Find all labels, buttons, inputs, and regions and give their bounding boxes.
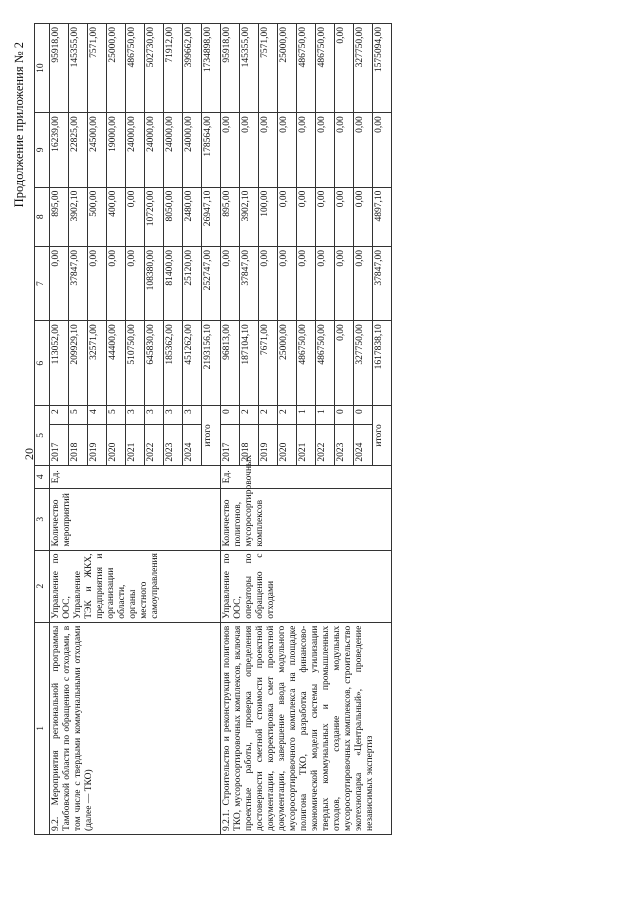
year-cell: 2024 bbox=[183, 425, 202, 465]
column-header: 8 bbox=[35, 187, 50, 246]
total-amount: 1734898,00 bbox=[202, 24, 221, 113]
amount-cell: 24500,00 bbox=[88, 113, 107, 187]
column-header: 7 bbox=[35, 247, 50, 321]
amount-cell: 0,00 bbox=[354, 247, 373, 321]
target-value-cell: 2 bbox=[278, 406, 297, 425]
target-value-cell: 2 bbox=[259, 406, 278, 425]
amount-cell: 0,00 bbox=[335, 247, 354, 321]
column-header: 3 bbox=[35, 488, 50, 550]
amount-cell: 500,00 bbox=[88, 187, 107, 246]
amount-cell: 71912,00 bbox=[164, 24, 183, 113]
column-header: 9 bbox=[35, 113, 50, 187]
amount-cell: 32571,00 bbox=[88, 321, 107, 406]
amount-cell: 895,00 bbox=[50, 187, 69, 246]
indicator-cell: Количество мероприятий bbox=[50, 488, 221, 550]
amount-cell: 16239,00 bbox=[50, 113, 69, 187]
amount-cell: 25120,00 bbox=[183, 247, 202, 321]
target-value-cell: 1 bbox=[297, 406, 316, 425]
amount-cell: 37847,00 bbox=[69, 247, 88, 321]
target-value-cell: 3 bbox=[164, 406, 183, 425]
target-value-cell: 0 bbox=[221, 406, 240, 425]
amount-cell: 185362,00 bbox=[164, 321, 183, 406]
amount-cell: 399662,00 bbox=[183, 24, 202, 113]
amount-cell: 25000,00 bbox=[278, 24, 297, 113]
amount-cell: 37847,00 bbox=[240, 247, 259, 321]
amount-cell: 895,00 bbox=[221, 187, 240, 246]
amount-cell: 95918,00 bbox=[50, 24, 69, 113]
amount-cell: 0,00 bbox=[221, 247, 240, 321]
amount-cell: 81400,00 bbox=[164, 247, 183, 321]
amount-cell: 25000,00 bbox=[278, 321, 297, 406]
amount-cell: 0,00 bbox=[50, 247, 69, 321]
amount-cell: 0,00 bbox=[278, 113, 297, 187]
total-amount: 1617838,10 bbox=[373, 321, 392, 406]
target-value-cell: 3 bbox=[126, 406, 145, 425]
year-cell: 2018 bbox=[240, 425, 259, 465]
amount-cell: 3902,10 bbox=[69, 187, 88, 246]
year-cell: 2020 bbox=[107, 425, 126, 465]
amount-cell: 24000,00 bbox=[126, 113, 145, 187]
measure-name: 9.2. Мероприятия региональной программы Тамбовской области по обращению с отходами, в том числе с твердыми коммунальными отходами (далее — ТКО) bbox=[50, 622, 221, 834]
amount-cell: 400,00 bbox=[107, 187, 126, 246]
total-label: итого bbox=[373, 406, 392, 465]
year-cell: 2022 bbox=[316, 425, 335, 465]
amount-cell: 0,00 bbox=[354, 187, 373, 246]
amount-cell: 25000,00 bbox=[107, 24, 126, 113]
total-amount: 37847,00 bbox=[373, 247, 392, 321]
amount-cell: 0,00 bbox=[221, 113, 240, 187]
amount-cell: 327750,00 bbox=[354, 321, 373, 406]
amount-cell: 0,00 bbox=[88, 247, 107, 321]
amount-cell: 645830,00 bbox=[145, 321, 164, 406]
amount-cell: 0,00 bbox=[297, 187, 316, 246]
amount-cell: 0,00 bbox=[335, 321, 354, 406]
amount-cell: 0,00 bbox=[297, 247, 316, 321]
amount-cell: 0,00 bbox=[107, 247, 126, 321]
unit-cell: Ед. bbox=[221, 465, 392, 488]
unit-cell: Ед. bbox=[50, 465, 221, 488]
total-amount: 0,00 bbox=[373, 113, 392, 187]
column-header: 10 bbox=[35, 24, 50, 113]
amount-cell: 486750,00 bbox=[297, 24, 316, 113]
target-value-cell: 4 bbox=[88, 406, 107, 425]
amount-cell: 0,00 bbox=[278, 247, 297, 321]
column-header: 4 bbox=[35, 465, 50, 488]
measure-name: 9.2.1. Строительство и реконструкция полигонов ТКО, мусоросортировочных комплексов, включая проектные работы, проверка определения достоверности сметной стоимости проектной документации, корректировка смет проектной документации, завершение ввода модульного мусоросортировочного комплекса на площадке полигона ТКО, разработка финансово-экономической модели системы утилизации твердых коммунальных и промышленных отходов, создание модульных мусоросортировочных комплексов, строительство экотехнопарка «Центральный», проведение независимых экспертиз bbox=[221, 622, 392, 834]
executor-cell: Управление по ООС, Управление ТЭК и ЖКХ, предприятия и организации области, органы местного самоуправления bbox=[50, 550, 221, 622]
amount-cell: 145355,00 bbox=[69, 24, 88, 113]
year-cell: 2021 bbox=[297, 425, 316, 465]
amount-cell: 0,00 bbox=[259, 113, 278, 187]
amount-cell: 502730,00 bbox=[145, 24, 164, 113]
total-amount: 26947,10 bbox=[202, 187, 221, 246]
amount-cell: 486750,00 bbox=[316, 24, 335, 113]
amount-cell: 22825,00 bbox=[69, 113, 88, 187]
column-header: 1 bbox=[35, 622, 50, 834]
amount-cell: 187104,10 bbox=[240, 321, 259, 406]
year-cell: 2018 bbox=[69, 425, 88, 465]
amount-cell: 0,00 bbox=[278, 187, 297, 246]
executor-cell: Управление по ООС, операторы по обращению с отходами bbox=[221, 550, 392, 622]
amount-cell: 24000,00 bbox=[183, 113, 202, 187]
year-cell: 2021 bbox=[126, 425, 145, 465]
amount-cell: 24000,00 bbox=[164, 113, 183, 187]
amount-cell: 0,00 bbox=[297, 113, 316, 187]
amount-cell: 96813,00 bbox=[221, 321, 240, 406]
amount-cell: 0,00 bbox=[126, 187, 145, 246]
amount-cell: 0,00 bbox=[316, 187, 335, 246]
column-header: 2 bbox=[35, 550, 50, 622]
year-cell: 2023 bbox=[335, 425, 354, 465]
amount-cell: 0,00 bbox=[316, 113, 335, 187]
amount-cell: 486750,00 bbox=[297, 321, 316, 406]
amount-cell: 19000,00 bbox=[107, 113, 126, 187]
target-value-cell: 1 bbox=[316, 406, 335, 425]
year-cell: 2022 bbox=[145, 425, 164, 465]
table-row bbox=[50, 24, 69, 835]
total-label: итого bbox=[202, 406, 221, 465]
amount-cell: 0,00 bbox=[126, 247, 145, 321]
amount-cell: 100,00 bbox=[259, 187, 278, 246]
amount-cell: 0,00 bbox=[316, 247, 335, 321]
amount-cell: 327750,00 bbox=[354, 24, 373, 113]
budget-table bbox=[34, 23, 392, 835]
amount-cell: 486750,00 bbox=[316, 321, 335, 406]
year-cell: 2017 bbox=[50, 425, 69, 465]
amount-cell: 209929,10 bbox=[69, 321, 88, 406]
amount-cell: 0,00 bbox=[335, 24, 354, 113]
amount-cell: 95918,00 bbox=[221, 24, 240, 113]
amount-cell: 0,00 bbox=[335, 113, 354, 187]
amount-cell: 7571,00 bbox=[259, 24, 278, 113]
amount-cell: 451262,00 bbox=[183, 321, 202, 406]
page-number: 20 bbox=[22, 448, 36, 460]
target-value-cell: 2 bbox=[50, 406, 69, 425]
table-row bbox=[221, 24, 240, 835]
target-value-cell: 0 bbox=[335, 406, 354, 425]
year-cell: 2019 bbox=[259, 425, 278, 465]
amount-cell: 3902,10 bbox=[240, 187, 259, 246]
target-value-cell: 2 bbox=[240, 406, 259, 425]
amount-cell: 0,00 bbox=[259, 247, 278, 321]
amount-cell: 2480,00 bbox=[183, 187, 202, 246]
year-cell: 2019 bbox=[88, 425, 107, 465]
year-cell: 2023 bbox=[164, 425, 183, 465]
target-value-cell: 3 bbox=[183, 406, 202, 425]
total-amount: 252747,00 bbox=[202, 247, 221, 321]
total-amount: 178564,00 bbox=[202, 113, 221, 187]
total-amount: 1575094,00 bbox=[373, 24, 392, 113]
indicator-cell: Количество полигонов, мусоросортировочных комплексов bbox=[221, 488, 392, 550]
amount-cell: 0,00 bbox=[335, 187, 354, 246]
year-cell: 2017 bbox=[221, 425, 240, 465]
amount-cell: 510750,00 bbox=[126, 321, 145, 406]
continuation-caption: Продолжение приложения № 2 bbox=[12, 42, 26, 208]
target-value-cell: 0 bbox=[354, 406, 373, 425]
amount-cell: 10720,00 bbox=[145, 187, 164, 246]
year-cell: 2024 bbox=[354, 425, 373, 465]
amount-cell: 0,00 bbox=[354, 113, 373, 187]
amount-cell: 108380,00 bbox=[145, 247, 164, 321]
target-value-cell: 3 bbox=[145, 406, 164, 425]
column-number-row bbox=[35, 24, 50, 835]
year-cell: 2020 bbox=[278, 425, 297, 465]
amount-cell: 24000,00 bbox=[145, 113, 164, 187]
amount-cell: 8050,00 bbox=[164, 187, 183, 246]
amount-cell: 0,00 bbox=[240, 113, 259, 187]
target-value-cell: 5 bbox=[107, 406, 126, 425]
amount-cell: 7571,00 bbox=[88, 24, 107, 113]
column-header: 6 bbox=[35, 321, 50, 406]
column-header: 5 bbox=[35, 406, 50, 465]
total-amount: 2193156,10 bbox=[202, 321, 221, 406]
amount-cell: 7671,00 bbox=[259, 321, 278, 406]
amount-cell: 44400,00 bbox=[107, 321, 126, 406]
total-amount: 4897,10 bbox=[373, 187, 392, 246]
amount-cell: 145355,00 bbox=[240, 24, 259, 113]
amount-cell: 486750,00 bbox=[126, 24, 145, 113]
amount-cell: 113052,00 bbox=[50, 321, 69, 406]
target-value-cell: 5 bbox=[69, 406, 88, 425]
